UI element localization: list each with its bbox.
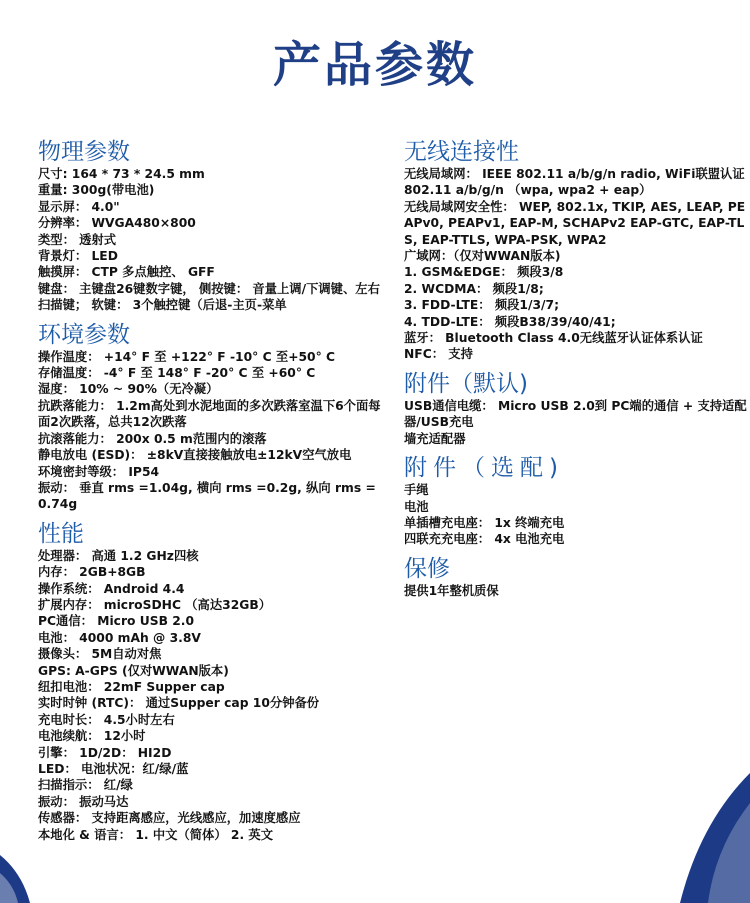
spec-line-backlight: 背景灯： LED xyxy=(38,249,118,264)
accessories-default-section xyxy=(404,370,748,447)
accessories-default-heading: 附件（默认) xyxy=(404,370,528,397)
spec-line-quad-cradle: 四联充充电座： 4x 电池充电 xyxy=(404,532,565,547)
spec-line-keyboard: 键盘： 主键盘26键数字键， 侧按键： 音量上调/下调键、左右扫描键； 软键： 3个触控键（后退-主页-菜单 xyxy=(38,281,380,313)
spec-line-nfc: NFC： 支持 xyxy=(404,347,473,362)
spec-line-hand-strap: 手绳 xyxy=(404,483,429,498)
spec-line-wlan-security: 无线局域网安全性： WEP, 802.1x, TKIP, AES, LEAP, PEAPv0, PEAPv1, EAP-M, SCHAPv2 EAP-GTC, EAP-TLS, EAP-TTLS, WPA-PSK, WPA2 xyxy=(404,199,746,247)
spec-line-usb-cable: USB通信电缆： Micro USB 2.0到 PC端的通信 + 支持适配器/USB充电 xyxy=(404,398,747,430)
spec-line-camera: 摄像头： 5M自动对焦 xyxy=(38,647,162,662)
spec-line-vibration: 振动： 垂直 rms =1.04g, 横向 rms =0.2g, 纵向 rms =0.74g xyxy=(38,480,376,512)
spec-line-sealing: 环境密封等级： IP54 xyxy=(38,464,160,479)
spec-line-os: 操作系统： Android 4.4 xyxy=(38,581,185,596)
performance-section xyxy=(38,520,383,843)
spec-line-touchscreen: 触摸屏： CTP 多点触控、 GFF xyxy=(38,265,215,280)
spec-line-storage-temp: 存储温度： -4° F 至 148° F -20° C 至 +60° C xyxy=(38,366,316,381)
spec-line-fdd-lte: 3. FDD-LTE： 频段1/3/7; xyxy=(404,298,559,313)
spec-line-sensors: 传感器： 支持距离感应，光线感应，加速度感应 xyxy=(38,811,301,826)
spec-line-charge-time: 充电时长： 4.5小时左右 xyxy=(38,712,175,727)
spec-line-tdd-lte: 4. TDD-LTE： 频段B38/39/40/41; xyxy=(404,314,616,329)
spec-line-humidity: 湿度： 10% ~ 90%（无冷凝） xyxy=(38,382,219,397)
spec-line-pc-comm: PC通信： Micro USB 2.0 xyxy=(38,614,195,629)
spec-line-rtc: 实时时钟 (RTC)： 通过Supper cap 10分钟备份 xyxy=(38,696,320,711)
environment-parameters-section xyxy=(38,321,383,513)
right-column xyxy=(404,138,748,599)
left-column xyxy=(38,138,383,843)
spec-line-battery-life: 电池续航： 12小时 xyxy=(38,729,146,744)
page-title: 产品参数 xyxy=(272,37,477,93)
bottom-right-corner-decoration xyxy=(660,773,750,903)
spec-line-operating-temp: 操作温度： +14° F 至 +122° F -10° C 至+50° C xyxy=(38,349,336,364)
spec-line-vibration-motor: 振动： 振动马达 xyxy=(38,794,129,809)
spec-line-wcdma: 2. WCDMA： 频段1/8; xyxy=(404,281,544,296)
spec-line-engine: 引擎： 1D/2D： HI2D xyxy=(38,745,172,760)
spec-line-wall-charger: 墙充适配器 xyxy=(404,431,466,446)
spec-line-resolution: 分辨率： WVGA480×800 xyxy=(38,216,196,231)
spec-line-bluetooth: 蓝牙： Bluetooth Class 4.0无线蓝牙认证体系认证 xyxy=(404,331,703,346)
spec-line-scan-indicator: 扫描指示： 红/绿 xyxy=(38,778,133,793)
spec-line-tumble: 抗滚落能力： 200x 0.5 m范围内的滚落 xyxy=(38,431,267,446)
accessories-optional-heading: 附件（选配) xyxy=(404,455,564,482)
spec-line-processor: 处理器： 高通 1.2 GHz四核 xyxy=(38,548,199,563)
bottom-left-corner-decoration xyxy=(0,833,40,903)
wireless-heading: 无线连接性 xyxy=(404,139,519,165)
spec-line-coin-cell: 纽扣电池： 22mF Supper cap xyxy=(38,679,225,694)
warranty-heading: 保修 xyxy=(404,555,450,582)
spec-line-gsm: 1. GSM&EDGE： 频段3/8 xyxy=(404,265,564,280)
spec-line-drop: 抗跌落能力： 1.2m高处到水泥地面的多次跌落室温下6个面每面2次跌落，总共12次跌落 xyxy=(38,398,381,430)
spec-line-warranty: 提供1年整机质保 xyxy=(404,583,499,598)
wireless-section xyxy=(404,138,748,363)
spec-line-gps: GPS: A-GPS (仅对WWAN版本) xyxy=(38,663,229,678)
physical-parameters-section xyxy=(38,138,383,314)
spec-line-memory: 内存： 2GB+8GB xyxy=(38,565,146,580)
spec-line-esd: 静电放电 (ESD)： ±8kV直接接触放电±12kV空气放电 xyxy=(38,448,352,463)
spec-line-display: 显示屏： 4.0" xyxy=(38,199,120,214)
environment-parameters-heading: 环境参数 xyxy=(38,321,130,348)
spec-line-wwan: 广域网：（仅对WWAN版本) xyxy=(404,249,561,264)
spec-line-localization: 本地化 & 语言： 1. 中文（简体） 2. 英文 xyxy=(38,827,274,842)
spec-line-spare-battery: 电池 xyxy=(404,499,429,514)
spec-line-size: 尺寸: 164 * 73 * 24.5 mm xyxy=(38,167,205,181)
spec-line-led: LED： 电池状况：红/绿/蓝 xyxy=(38,762,189,776)
performance-heading: 性能 xyxy=(38,520,84,547)
spec-line-battery: 电池： 4000 mAh @ 3.8V xyxy=(38,630,201,645)
physical-parameters-heading: 物理参数 xyxy=(38,139,130,165)
accessories-optional-section xyxy=(404,454,748,548)
warranty-section xyxy=(404,555,748,599)
spec-line-wlan: 无线局域网： IEEE 802.11 a/b/g/n radio, WiFi联盟认证 802.11 a/b/g/n （wpa, wpa2 + eap） xyxy=(404,167,745,198)
spec-line-weight: 重量: 300g(带电池) xyxy=(38,183,155,198)
spec-line-single-cradle: 单插槽充电座： 1x 终端充电 xyxy=(404,515,565,530)
spec-line-type: 类型： 透射式 xyxy=(38,232,117,247)
spec-line-expansion: 扩展内存： microSDHC （高达32GB） xyxy=(38,597,272,612)
